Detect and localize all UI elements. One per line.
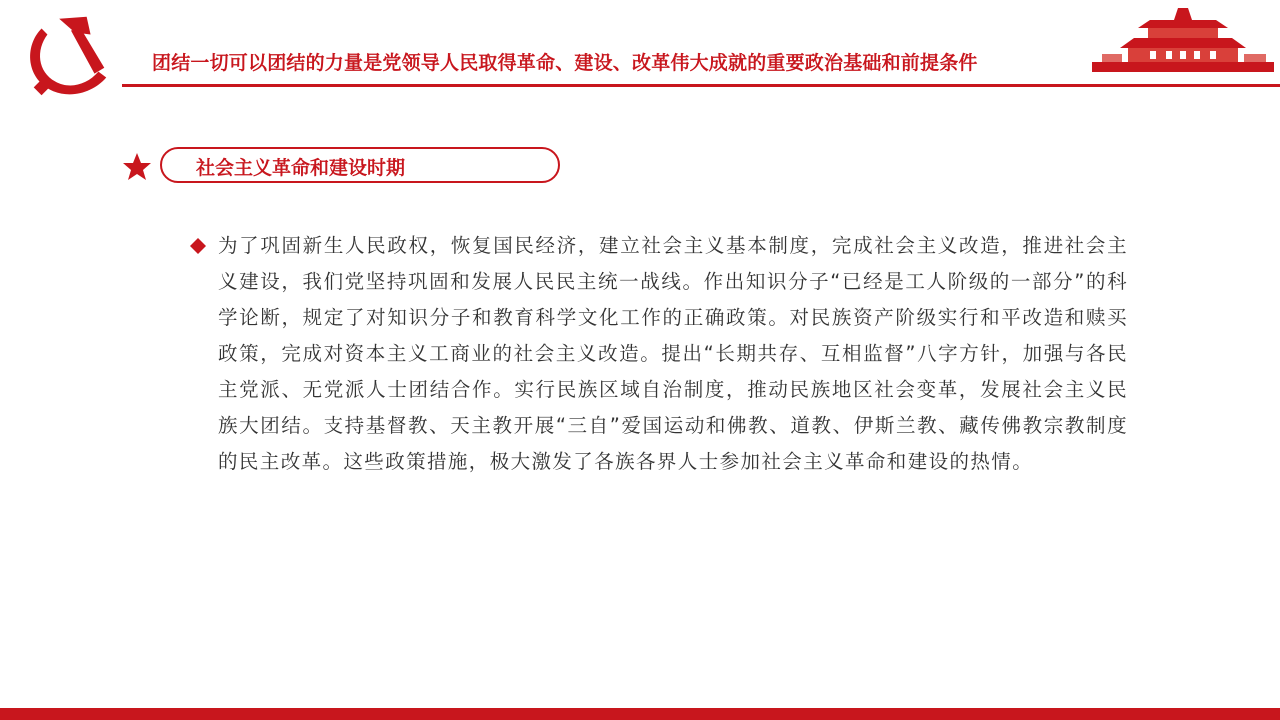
header-divider [122,84,1280,87]
diamond-bullet-icon [190,238,206,254]
section-title: 社会主义革命和建设时期 [196,157,406,179]
hammer-sickle-icon [20,10,118,102]
page-title: 团结一切可以团结的力量是党领导人民取得革命、建设、改革伟大成就的重要政治基础和前提条件 [152,52,978,74]
footer-bar [0,708,1280,720]
star-icon [122,152,152,182]
body-paragraph: 为了巩固新生人民政权，恢复国民经济，建立社会主义基本制度，完成社会主义改造，推进社会主义建设，我们党坚持巩固和发展人民民主统一战线。作出知识分子“已经是工人阶级的一部分”的科学论断，规定了对知识分子和教育科学文化工作的正确政策。对民族资产阶级实行和平改造和赎买政策，完成对资本主义工商业的社会主义改造。提出“长期共存、互相监督”八字方针，加强与各民主党派、无党派人士团结合作。实行民族区域自治制度，推动民族地区社会变革，发展社会主义民族大团结。支持基督教、天主教开展“三自”爱国运动和佛教、道教、伊斯兰教、藏传佛教宗教制度的民主改革。这些政策措施，极大激发了各族各界人士参加社会主义革命和建设的热情。 [218,234,1128,473]
tiananmen-gate-icon [1090,6,1276,74]
